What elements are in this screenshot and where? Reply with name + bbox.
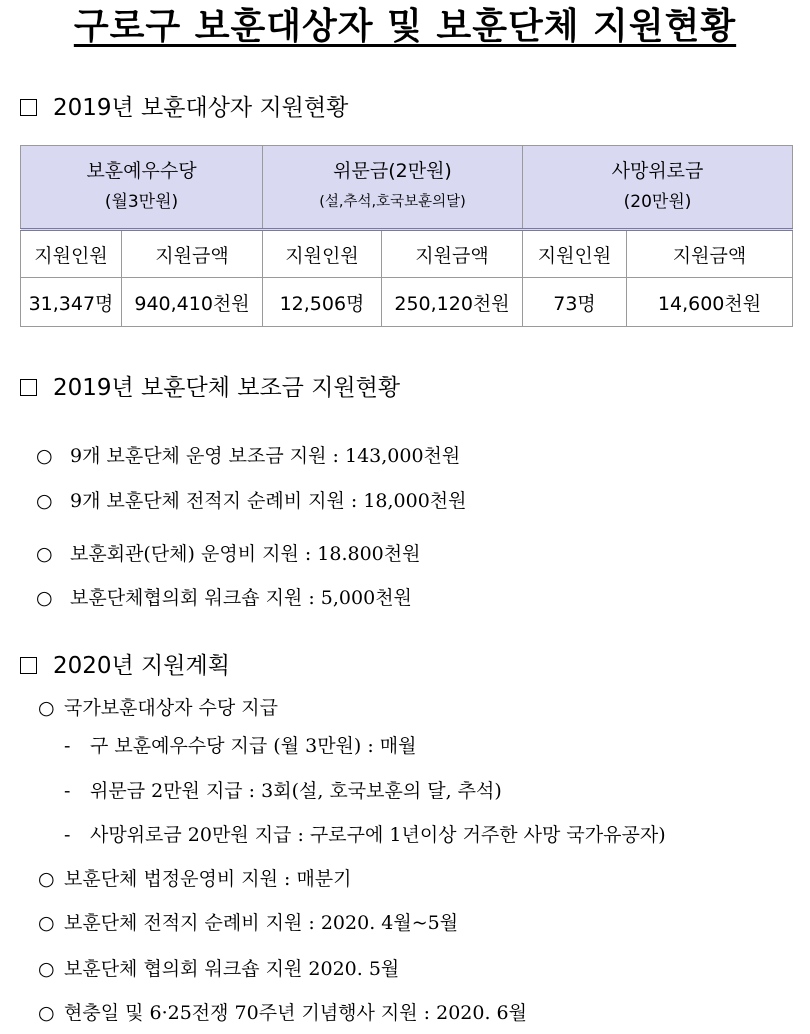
list-item-text: 9개 보훈단체 운영 보조금 지원 : 143,000천원 [70, 445, 461, 467]
table-row [21, 278, 793, 327]
plan-item-text: 국가보훈대상자 수당 지급 [64, 697, 278, 719]
group-header-consolation-money [263, 146, 523, 230]
dash-bullet-icon: - [64, 735, 71, 757]
column-header: 지원인원 [523, 230, 627, 278]
table-cell: 250,120천원 [382, 278, 523, 327]
column-header: 지원금액 [627, 230, 793, 278]
dash-bullet-icon: - [64, 824, 71, 846]
list-item [36, 540, 420, 568]
group-note: (20만원) [623, 192, 692, 212]
group-name: 보훈예우수당 [86, 160, 197, 182]
section-heading-2019-beneficiaries [20, 92, 348, 124]
circle-bullet-icon: ○ [38, 697, 55, 719]
plan-item [38, 999, 527, 1027]
group-header-honor-allowance [21, 146, 263, 230]
column-header: 지원인원 [263, 230, 382, 278]
table-cell: 14,600천원 [627, 278, 793, 327]
table-cell: 12,506명 [263, 278, 382, 327]
table-cell: 940,410천원 [122, 278, 263, 327]
group-name: 사망위로금 [611, 160, 704, 182]
plan-item [38, 909, 458, 937]
checkbox-square-icon [20, 99, 37, 116]
page-title [0, 2, 810, 52]
plan-item [38, 694, 278, 722]
circle-bullet-icon: ○ [36, 543, 53, 565]
checkbox-square-icon [20, 657, 37, 674]
plan-sub-item-text: 위문금 2만원 지급 : 3회(설, 호국보훈의 달, 추석) [90, 780, 502, 802]
plan-sub-item [64, 732, 417, 760]
group-note: (월3만원) [104, 192, 179, 212]
list-item [36, 584, 412, 612]
column-header: 지원금액 [382, 230, 523, 278]
column-header: 지원인원 [21, 230, 122, 278]
list-item-text: 보훈단체협의회 워크숍 지원 : 5,000천원 [70, 587, 412, 609]
plan-item-text: 보훈단체 법정운영비 지원 : 매분기 [64, 868, 352, 890]
plan-item-text: 보훈단체 전적지 순례비 지원 : 2020. 4월~5월 [64, 912, 459, 934]
list-item [36, 442, 460, 470]
circle-bullet-icon: ○ [36, 587, 53, 609]
section-heading-text: 2019년 보훈대상자 지원현황 [53, 95, 349, 121]
column-header: 지원금액 [122, 230, 263, 278]
page-title-text: 구로구 보훈대상자 및 보훈단체 지원현황 [73, 6, 737, 47]
section-heading-2019-organizations [20, 372, 400, 404]
plan-sub-item [64, 821, 666, 849]
circle-bullet-icon: ○ [38, 912, 55, 934]
list-item-text: 9개 보훈단체 전적지 순례비 지원 : 18,000천원 [70, 490, 467, 512]
plan-item-text: 보훈단체 협의회 워크숍 지원 2020. 5월 [64, 958, 400, 980]
circle-bullet-icon: ○ [38, 1002, 55, 1024]
table-group-header-row [21, 146, 793, 230]
table-cell: 73명 [523, 278, 627, 327]
plan-sub-item-text: 구 보훈예우수당 지급 (월 3만원) : 매월 [90, 735, 417, 757]
list-item-text: 보훈회관(단체) 운영비 지원 : 18.800천원 [70, 543, 421, 565]
checkbox-square-icon [20, 379, 37, 396]
section-heading-2020-plan [20, 650, 230, 682]
table-cell: 31,347명 [21, 278, 122, 327]
plan-item-text: 현충일 및 6·25전쟁 70주년 기념행사 지원 : 2020. 6월 [64, 1002, 527, 1024]
table-column-header-row [21, 230, 793, 278]
beneficiary-support-table [20, 145, 793, 327]
circle-bullet-icon: ○ [38, 958, 55, 980]
plan-sub-item-text: 사망위로금 20만원 지급 : 구로구에 1년이상 거주한 사망 국가유공자) [90, 824, 666, 846]
circle-bullet-icon: ○ [36, 490, 53, 512]
group-header-condolence-money [523, 146, 793, 230]
plan-sub-item [64, 777, 502, 805]
group-note: (설,추석,호국보훈의달) [319, 194, 466, 210]
dash-bullet-icon: - [64, 780, 71, 802]
plan-item [38, 955, 399, 983]
plan-item [38, 865, 352, 893]
section-heading-text: 2019년 보훈단체 보조금 지원현황 [53, 375, 401, 401]
list-item [36, 487, 467, 515]
circle-bullet-icon: ○ [36, 445, 53, 467]
group-name: 위문금(2만원) [333, 160, 452, 182]
circle-bullet-icon: ○ [38, 868, 55, 890]
section-heading-text: 2020년 지원계획 [53, 653, 230, 679]
